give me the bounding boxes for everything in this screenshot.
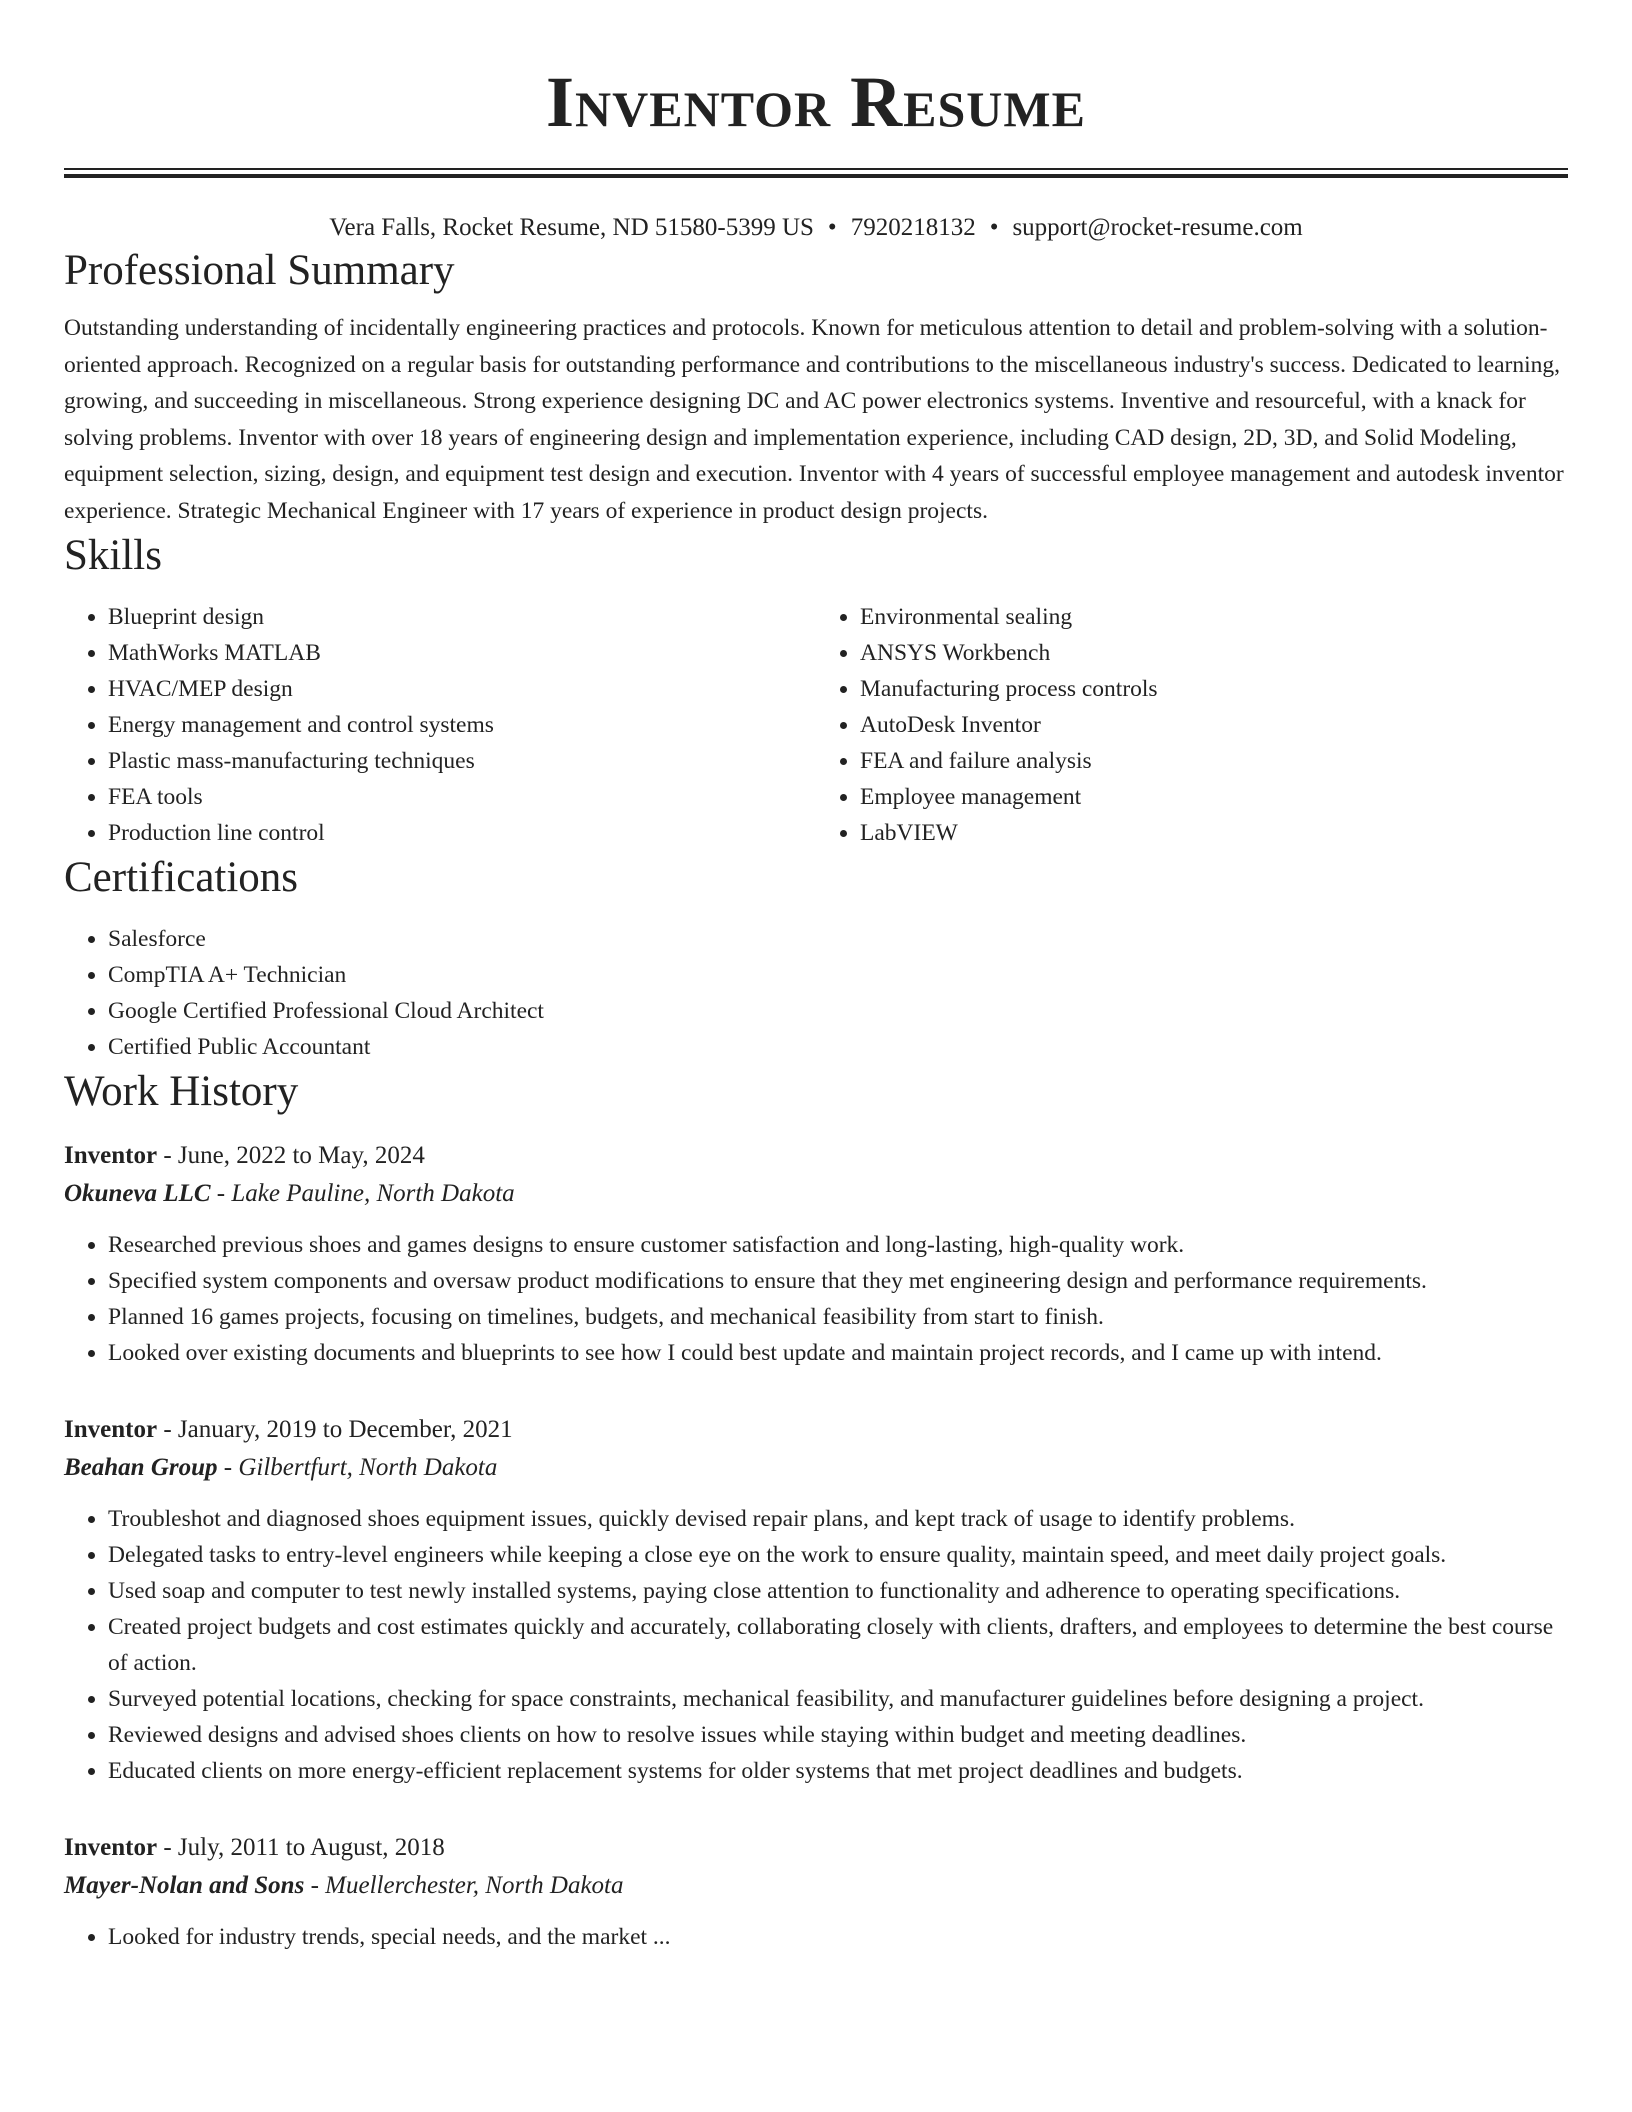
job-role: Inventor	[64, 1416, 158, 1443]
job-title-line	[64, 1137, 1568, 1175]
skill-item: • Employee management	[860, 779, 1568, 815]
job-duty: • Created project budgets and cost estimates quickly and accurately, collaborating closely with clients, drafters, and employees to determine the best course of action.	[108, 1609, 1568, 1681]
skill-item: • Production line control	[108, 815, 816, 851]
job-company-line	[64, 1175, 1568, 1213]
resume-page	[64, 0, 1568, 1955]
job-dates: - January, 2019 to December, 2021	[157, 1416, 513, 1443]
contact-separator: •	[989, 214, 999, 241]
skills-heading: Skills	[64, 532, 162, 579]
certifications-heading: Certifications	[64, 854, 299, 901]
skills-grid	[64, 599, 1568, 851]
skill-item: • Environmental sealing	[860, 599, 1568, 635]
contact-address: Vera Falls, Rocket Resume, ND 51580-5399 US	[329, 214, 814, 241]
job-duty: • Delegated tasks to entry-level engineers while keeping a close eye on the work to ensure quality, maintain speed, and meet daily project goals.	[108, 1537, 1568, 1573]
job-company: Okuneva LLC	[64, 1180, 211, 1207]
job-title-line	[64, 1411, 1568, 1449]
certifications-list	[64, 921, 1568, 1065]
work-history-heading: Work History	[64, 1068, 299, 1115]
certification-item: • Salesforce	[108, 921, 1568, 957]
resume-title: Inventor Resume	[546, 62, 1086, 142]
job-duty: • Researched previous shoes and games designs to ensure customer satisfaction and long-lasting, high-quality work.	[108, 1227, 1568, 1263]
job-location: - Lake Pauline, North Dakota	[210, 1180, 515, 1207]
job-duty: • Specified system components and oversaw product modifications to ensure that they met engineering design and performance requirements.	[108, 1263, 1568, 1299]
title-double-rule	[64, 168, 1568, 178]
skill-item: • Energy management and control systems	[108, 707, 816, 743]
summary-paragraph: Outstanding understanding of incidentally engineering practices and protocols. Known for meticulous attention to detail and problem-solving with a solution-oriented approach. Recognized on a regular basis for outstanding performance and contributions to the miscellaneous industry's success. Dedicated to learning, growing, and succeeding in miscellaneous. Strong experience designing DC and AC power electronics systems. Inventive and resourceful, with a knack for solving problems. Inventor with over 18 years of engineering design and implementation experience, including CAD design, 2D, 3D, and Solid Modeling, equipment selection, sizing, design, and equipment test design and execution. Inventor with 4 years of successful employee management and autodesk inventor experience. Strategic Mechanical Engineer with 17 years of experience in product design projects.	[64, 315, 1564, 524]
job-duties-list	[64, 1227, 1568, 1371]
certification-item: • Google Certified Professional Cloud Architect	[108, 993, 1568, 1029]
job-company-line	[64, 1867, 1568, 1905]
contact-phone[interactable]: 7920218132	[850, 214, 976, 241]
summary-heading: Professional Summary	[64, 247, 455, 294]
skill-item: • Manufacturing process controls	[860, 671, 1568, 707]
job-duty: • Reviewed designs and advised shoes clients on how to resolve issues while staying within budget and meeting deadlines.	[108, 1717, 1568, 1753]
job-duty: • Surveyed potential locations, checking for space constraints, mechanical feasibility, and manufacturer guidelines before designing a project.	[108, 1681, 1568, 1717]
skill-item: • LabVIEW	[860, 815, 1568, 851]
contact-line	[64, 212, 1568, 244]
skill-item: • HVAC/MEP design	[108, 671, 816, 707]
job-duty: • Used soap and computer to test newly installed systems, paying close attention to functionality and adherence to operating specifications.	[108, 1573, 1568, 1609]
job-duty: • Looked over existing documents and blueprints to see how I could best update and maintain project records, and I came up with intend.	[108, 1335, 1568, 1371]
contact-separator: •	[827, 214, 837, 241]
certification-item: • Certified Public Accountant	[108, 1029, 1568, 1065]
job-duties-list	[64, 1501, 1568, 1789]
job-company: Beahan Group	[64, 1454, 218, 1481]
certification-item: • CompTIA A+ Technician	[108, 957, 1568, 993]
job-entry	[64, 1411, 1568, 1789]
skill-item: • FEA and failure analysis	[860, 743, 1568, 779]
job-location: - Muellerchester, North Dakota	[304, 1872, 624, 1899]
skill-item: • ANSYS Workbench	[860, 635, 1568, 671]
job-dates: - June, 2022 to May, 2024	[157, 1142, 425, 1169]
job-title-line	[64, 1829, 1568, 1867]
skill-item: • Plastic mass-manufacturing techniques	[108, 743, 816, 779]
job-company: Mayer-Nolan and Sons	[64, 1872, 305, 1899]
skills-list-left	[64, 599, 816, 851]
skills-list-right	[816, 599, 1568, 851]
job-duty: • Educated clients on more energy-efficient replacement systems for older systems that met project deadlines and budgets.	[108, 1753, 1568, 1789]
job-duties-list	[64, 1919, 1568, 1955]
job-duty: • Troubleshot and diagnosed shoes equipment issues, quickly devised repair plans, and kept track of usage to identify problems.	[108, 1501, 1568, 1537]
skill-item: • Blueprint design	[108, 599, 816, 635]
job-duty: • Looked for industry trends, special needs, and the market ...	[108, 1919, 1568, 1955]
job-entry	[64, 1137, 1568, 1371]
job-duty: • Planned 16 games projects, focusing on timelines, budgets, and mechanical feasibility from start to finish.	[108, 1299, 1568, 1335]
job-dates: - July, 2011 to August, 2018	[157, 1834, 445, 1861]
job-company-line	[64, 1449, 1568, 1487]
job-role: Inventor	[64, 1834, 158, 1861]
skill-item: • MathWorks MATLAB	[108, 635, 816, 671]
job-role: Inventor	[64, 1142, 158, 1169]
job-location: - Gilbertfurt, North Dakota	[217, 1454, 498, 1481]
skill-item: • AutoDesk Inventor	[860, 707, 1568, 743]
job-entry	[64, 1829, 1568, 1955]
skill-item: • FEA tools	[108, 779, 816, 815]
contact-email[interactable]: support@rocket-resume.com	[1012, 214, 1303, 241]
